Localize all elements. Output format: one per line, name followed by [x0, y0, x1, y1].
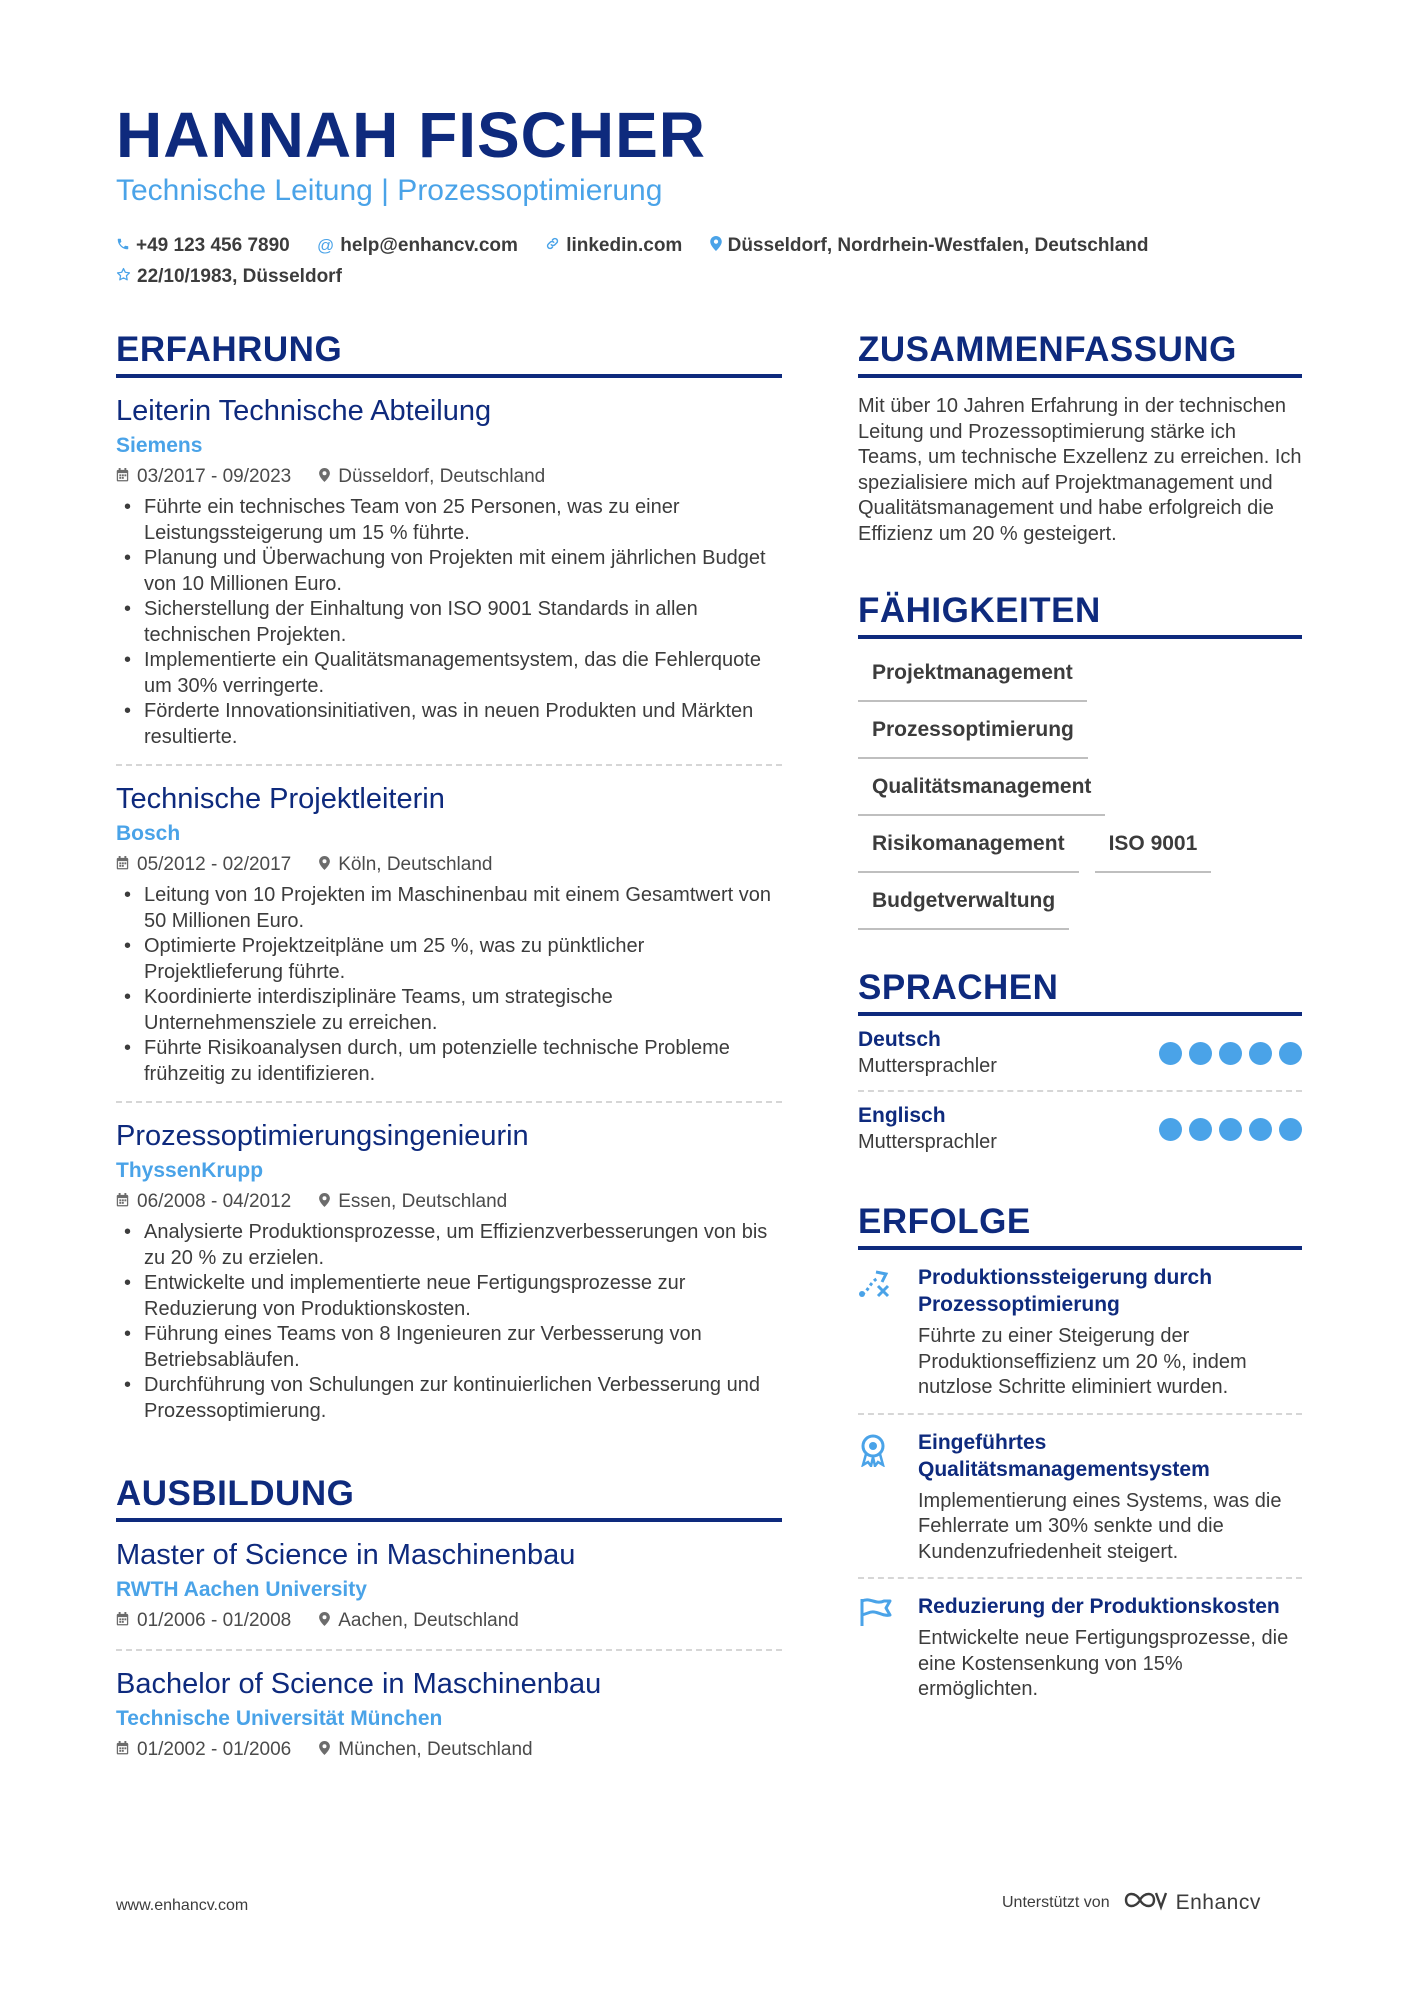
- right-column: [858, 330, 1302, 1715]
- location-pin-icon: [319, 1613, 330, 1630]
- location-pin-icon: [710, 230, 722, 261]
- degree-name: Bachelor of Science in Maschinenbau: [116, 1668, 602, 1700]
- location-pin-icon: [319, 469, 330, 486]
- calendar-icon: [116, 469, 129, 486]
- location-pin-icon: [319, 857, 330, 874]
- bullet-item: • Analysierte Produktionsprozesse, um Effizienzverbesserungen von bis zu 20 % zu erzielen.: [116, 1220, 782, 1271]
- language-name: Englisch: [858, 1104, 946, 1127]
- experience-entry: [116, 378, 782, 766]
- link-icon: [545, 230, 560, 261]
- skill-tag: Projektmanagement: [858, 657, 1087, 702]
- candidate-title: Technische Leitung | Prozessoptimierung: [116, 174, 663, 207]
- experience-section-title: ERFAHRUNG: [116, 330, 782, 378]
- summary-text: Mit über 10 Jahren Erfahrung in der technischen Leitung und Prozessoptimierung stärke ich Teams, um technische Exzellenz zu erreichen. Ich spezialisiere mich auf Projektmanagement und Qualitätsmanagement und habe erfolgreich die Effizienz um 20 % gesteigert.: [858, 395, 1302, 545]
- footer-branding: [1002, 1888, 1261, 1917]
- bullet-item: • Sicherstellung der Einhaltung von ISO 9001 Standards in allen technischen Projekten.: [116, 597, 782, 648]
- achievement-item: [858, 1250, 1302, 1415]
- calendar-icon: [116, 1613, 129, 1630]
- achievements-section-title: ERFOLGE: [858, 1202, 1302, 1250]
- school-name: Technische Universität München: [116, 1707, 443, 1730]
- star-icon: [116, 261, 131, 292]
- experience-entry: [116, 1103, 782, 1438]
- location-pin-icon: [319, 1742, 330, 1759]
- process-icon: [858, 1264, 918, 1401]
- language-rating: [1152, 1042, 1302, 1065]
- bullet-item: • Durchführung von Schulungen zur kontinuierlichen Verbesserung und Prozessoptimierung.: [116, 1373, 782, 1424]
- rating-dot: [1189, 1042, 1212, 1065]
- calendar-icon: [116, 1194, 129, 1211]
- bullet-item: • Planung und Überwachung von Projekten mit einem jährlichen Budget von 10 Millionen Euro.: [116, 546, 782, 597]
- education-section-title: AUSBILDUNG: [116, 1474, 782, 1522]
- language-item: [858, 1016, 1302, 1092]
- skills-list: [858, 657, 1302, 930]
- contact-info: [116, 230, 1316, 292]
- rating-dot: [1219, 1042, 1242, 1065]
- rating-dot: [1159, 1118, 1182, 1141]
- bullet-item: • Optimierte Projektzeitpläne um 25 %, was zu pünktlicher Projektlieferung führte.: [116, 934, 782, 985]
- languages-section-title: SPRACHEN: [858, 968, 1302, 1016]
- contact-birth: 22/10/1983, Düsseldorf: [116, 261, 342, 292]
- footer-website[interactable]: www.enhancv.com: [116, 1897, 249, 1914]
- rating-dot: [1249, 1042, 1272, 1065]
- bullet-item: • Implementierte ein Qualitätsmanagementsystem, das die Fehlerquote um 30% verringerte.: [116, 648, 782, 699]
- rating-dot: [1249, 1118, 1272, 1141]
- flag-icon: [858, 1593, 918, 1703]
- contact-email[interactable]: @ help@enhancv.com: [317, 230, 518, 261]
- company-name: Siemens: [116, 434, 203, 457]
- award-icon: [858, 1429, 918, 1566]
- job-meta: 03/2017 - 09/2023 Düsseldorf, Deutschland: [116, 462, 782, 493]
- language-name: Deutsch: [858, 1028, 941, 1051]
- experience-entry: [116, 766, 782, 1103]
- job-role: Technische Projektleiterin: [116, 783, 445, 815]
- language-item: [858, 1092, 1302, 1166]
- skill-tag: Risikomanagement: [858, 828, 1079, 873]
- left-column: [116, 330, 782, 1778]
- rating-dot: [1159, 1042, 1182, 1065]
- job-bullets: [116, 1220, 782, 1424]
- language-level: Muttersprachler: [858, 1055, 997, 1077]
- bullet-item: • Leitung von 10 Projekten im Maschinenbau mit einem Gesamtwert von 50 Millionen Euro.: [116, 883, 782, 934]
- candidate-name: HANNAH FISCHER: [116, 99, 706, 171]
- calendar-icon: [116, 857, 129, 874]
- bullet-item: • Koordinierte interdisziplinäre Teams, um strategische Unternehmensziele zu erreichen.: [116, 985, 782, 1036]
- skill-tag: Prozessoptimierung: [858, 714, 1088, 759]
- job-meta: 06/2008 - 04/2012 Essen, Deutschland: [116, 1187, 782, 1218]
- achievement-title: Reduzierung der Produktionskosten: [918, 1595, 1280, 1618]
- bullet-item: • Entwickelte und implementierte neue Fertigungsprozesse zur Reduzierung von Produktionskosten.: [116, 1271, 782, 1322]
- contact-phone[interactable]: +49 123 456 7890: [116, 230, 290, 261]
- skill-tag: ISO 9001: [1095, 828, 1212, 873]
- achievement-description: Entwickelte neue Fertigungsprozesse, die eine Kostensenkung von 15% ermöglichten.: [918, 1627, 1289, 1700]
- school-name: RWTH Aachen University: [116, 1578, 367, 1601]
- at-icon: @: [317, 236, 335, 255]
- achievement-description: Implementierung eines Systems, was die Fehlerrate um 30% senkte und die Kundenzufriedenheit steigert.: [918, 1489, 1282, 1563]
- bullet-item: • Förderte Innovationsinitiativen, was in neuen Produkten und Märkten resultierte.: [116, 699, 782, 750]
- job-meta: 05/2012 - 02/2017 Köln, Deutschland: [116, 850, 782, 881]
- skill-tag: Budgetverwaltung: [858, 885, 1069, 930]
- phone-icon: [116, 230, 130, 261]
- rating-dot: [1219, 1118, 1242, 1141]
- education-entry: [116, 1651, 782, 1778]
- bullet-item: • Führte ein technisches Team von 25 Personen, was zu einer Leistungssteigerung um 15 % führte.: [116, 495, 782, 546]
- education-entry: [116, 1522, 782, 1651]
- achievement-item: [858, 1579, 1302, 1715]
- calendar-icon: [116, 1742, 129, 1759]
- company-name: Bosch: [116, 822, 181, 845]
- job-bullets: [116, 883, 782, 1087]
- education-meta: 01/2006 - 01/2008 Aachen, Deutschland: [116, 1606, 782, 1637]
- contact-location: Düsseldorf, Nordrhein-Westfalen, Deutschland: [710, 230, 1149, 261]
- job-role: Leiterin Technische Abteilung: [116, 395, 492, 427]
- rating-dot: [1189, 1118, 1212, 1141]
- achievement-title: Eingeführtes Qualitätsmanagementsystem: [918, 1430, 1210, 1481]
- skills-section-title: FÄHIGKEITEN: [858, 591, 1302, 639]
- powered-by-label: Unterstützt von: [1002, 1893, 1110, 1911]
- degree-name: Master of Science in Maschinenbau: [116, 1539, 576, 1571]
- enhancv-logo-icon: [1122, 1888, 1168, 1917]
- bullet-item: • Führung eines Teams von 8 Ingenieuren zur Verbesserung von Betriebsabläufen.: [116, 1322, 782, 1373]
- education-meta: 01/2002 - 01/2006 München, Deutschland: [116, 1735, 782, 1766]
- language-rating: [1152, 1118, 1302, 1141]
- skill-tag: Qualitätsmanagement: [858, 771, 1105, 816]
- language-level: Muttersprachler: [858, 1131, 997, 1153]
- company-name: ThyssenKrupp: [116, 1159, 264, 1182]
- rating-dot: [1279, 1118, 1302, 1141]
- rating-dot: [1279, 1042, 1302, 1065]
- achievement-item: [858, 1415, 1302, 1580]
- job-role: Prozessoptimierungsingenieurin: [116, 1120, 529, 1152]
- summary-section-title: ZUSAMMENFASSUNG: [858, 330, 1302, 378]
- contact-linkedin[interactable]: linkedin.com: [545, 230, 682, 261]
- job-bullets: [116, 495, 782, 750]
- location-pin-icon: [319, 1194, 330, 1211]
- brand-name: Enhancv: [1175, 1890, 1261, 1914]
- bullet-item: • Führte Risikoanalysen durch, um potenzielle technische Probleme frühzeitig zu identifizieren.: [116, 1036, 782, 1087]
- achievement-title: Produktionssteigerung durch Prozessoptimierung: [918, 1266, 1213, 1316]
- achievement-description: Führte zu einer Steigerung der Produktionseffizienz um 20 %, indem nutzlose Schritte eliminiert wurden.: [918, 1325, 1247, 1398]
